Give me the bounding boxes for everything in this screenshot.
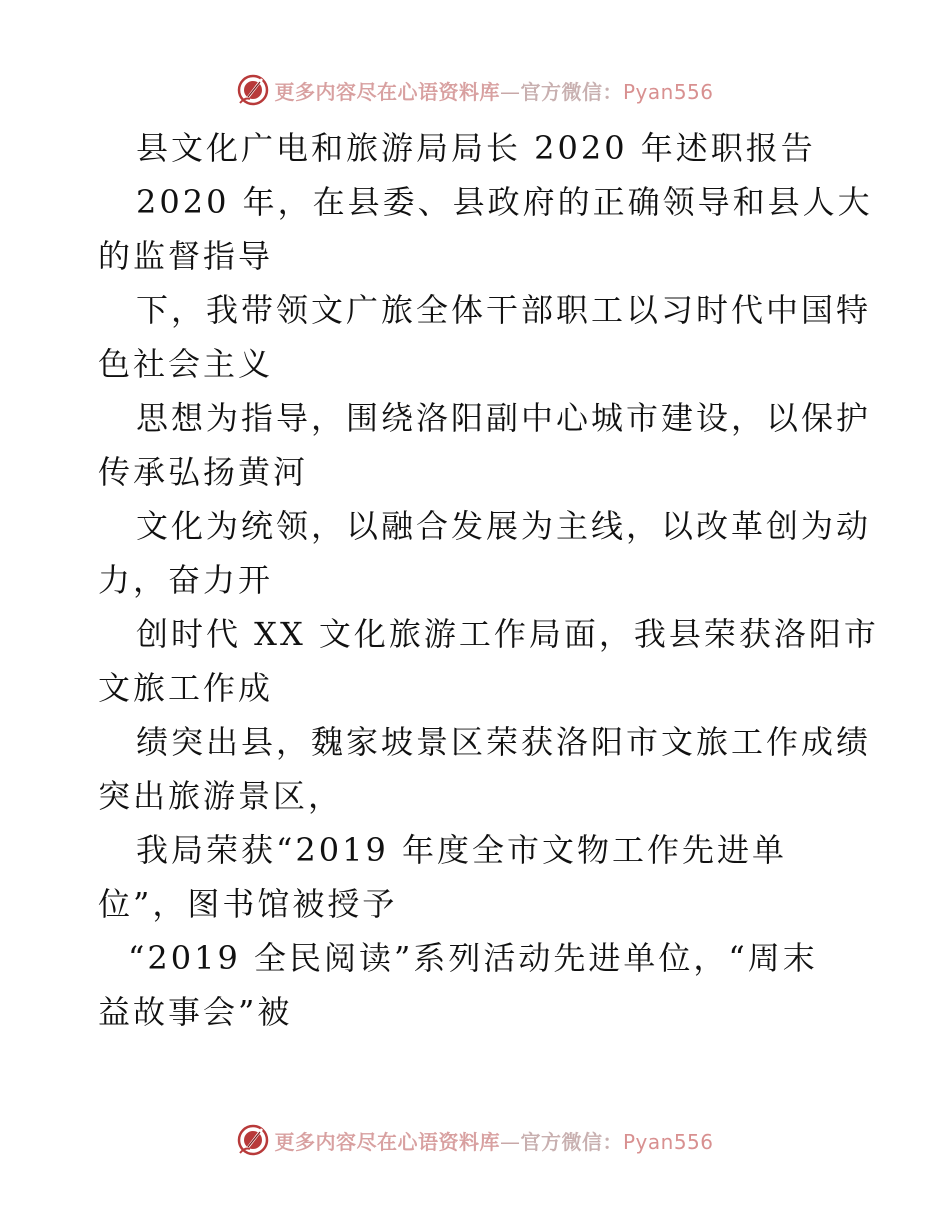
document-body <box>98 121 878 1039</box>
watermark-label: 官方微信： <box>520 79 623 104</box>
watermark-separator: — <box>499 1129 521 1154</box>
paragraph-line: 思想为指导，围绕洛阳副中心城市建设，以保护 <box>136 399 872 437</box>
paragraph-line: 色社会主义 <box>98 345 274 383</box>
paragraph-line: 创时代 XX 文化旅游工作局面，我县荣获洛阳市 <box>136 615 879 653</box>
paragraph-line: 我局荣获“2019 年度全市文物工作先进单 <box>136 831 787 869</box>
paragraph-line: 2020 年，在县委、县政府的正确领导和县人大 <box>136 183 873 221</box>
watermark-label: 官方微信： <box>520 1129 623 1154</box>
watermark-main-text: 更多内容尽在心语资料库 <box>274 1129 500 1154</box>
quill-seal-logo-icon <box>236 1123 270 1157</box>
footer-watermark-banner <box>0 1120 950 1160</box>
paragraph-line: 下，我带领文广旅全体干部职工以习时代中国特 <box>136 291 872 329</box>
paragraph-line: 力，奋力开 <box>98 561 274 599</box>
document-title-line: 县文化广电和旅游局局长 2020 年述职报告 <box>136 129 816 167</box>
watermark-account: Pyan556 <box>622 79 714 104</box>
paragraph-line: 文旅工作成 <box>98 669 274 707</box>
watermark-main-text: 更多内容尽在心语资料库 <box>274 79 500 104</box>
header-watermark-banner <box>0 70 950 110</box>
watermark-account: Pyan556 <box>622 1129 714 1154</box>
quill-seal-logo-icon <box>236 73 270 107</box>
paragraph-line: “2019 全民阅读”系列活动先进单位，“周末 <box>128 939 818 977</box>
watermark-text <box>274 1126 713 1155</box>
paragraph-line: 绩突出县，魏家坡景区荣获洛阳市文旅工作成绩 <box>136 723 872 761</box>
paragraph-line: 传承弘扬黄河 <box>98 453 309 491</box>
watermark-text <box>274 76 713 105</box>
watermark-separator: — <box>499 79 521 104</box>
paragraph-line: 文化为统领，以融合发展为主线，以改革创为动 <box>136 507 872 545</box>
paragraph-line: 的监督指导 <box>98 237 274 275</box>
paragraph-line: 突出旅游景区， <box>98 777 344 815</box>
paragraph-line: 位”，图书馆被授予 <box>98 885 398 923</box>
paragraph-line: 益故事会”被 <box>98 993 293 1031</box>
